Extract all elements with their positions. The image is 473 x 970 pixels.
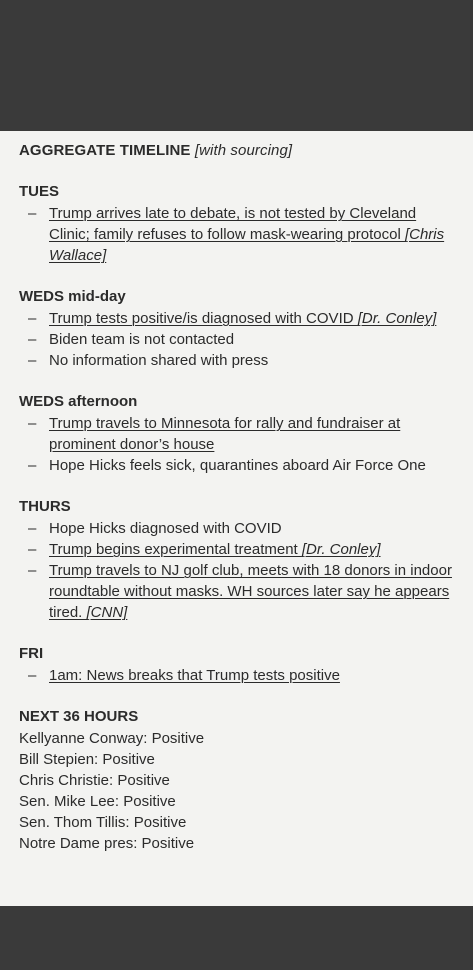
dash-bullet: –	[28, 457, 37, 474]
list-item	[19, 518, 459, 539]
item-text: Trump arrives late to debate, is not tested by Cleveland Clinic; family refuses to follow mask-wearing protocol [Chris Wallace]	[49, 205, 445, 264]
section-thurs	[19, 497, 459, 623]
dash-bullet: –	[28, 310, 37, 327]
list-item: Notre Dame pres: Positive	[19, 835, 195, 852]
document-title	[19, 141, 459, 161]
section-weds-afternoon	[19, 392, 459, 476]
list-item: Sen. Thom Tillis: Positive	[19, 814, 187, 831]
bullet-list	[19, 203, 459, 266]
item-text: Hope Hicks feels sick, quarantines aboard Air Force One	[49, 457, 426, 474]
bullet-list	[19, 413, 459, 476]
section-heading: WEDS mid-day	[19, 288, 126, 305]
dash-bullet: –	[28, 205, 37, 222]
item-text: Hope Hicks diagnosed with COVID	[49, 520, 282, 537]
dash-bullet: –	[28, 520, 37, 537]
list-item	[19, 665, 459, 686]
list-item: Sen. Mike Lee: Positive	[19, 793, 176, 810]
item-text: Trump begins experimental treatment [Dr. Conley]	[49, 541, 381, 558]
top-dark-band	[0, 0, 473, 131]
dash-bullet: –	[28, 415, 37, 432]
section-heading: NEXT 36 HOURS	[19, 708, 139, 725]
item-citation: [CNN]	[86, 604, 128, 621]
bottom-dark-band	[0, 906, 473, 970]
list-item	[19, 350, 459, 371]
list-item: Kellyanne Conway: Positive	[19, 730, 205, 747]
dash-bullet: –	[28, 541, 37, 558]
list-item	[19, 560, 459, 623]
title-main: AGGREGATE TIMELINE	[19, 142, 191, 159]
section-tues	[19, 182, 459, 266]
list-item	[19, 455, 459, 476]
section-heading: WEDS afternoon	[19, 393, 138, 410]
item-text: Biden team is not contacted	[49, 331, 235, 348]
item-text: Trump tests positive/is diagnosed with COVID [Dr. Conley]	[49, 310, 437, 327]
positive-list	[19, 728, 459, 854]
dash-bullet: –	[28, 331, 37, 348]
list-item	[19, 203, 459, 266]
section-weds-midday	[19, 287, 459, 371]
note-page	[0, 131, 473, 906]
section-fri	[19, 644, 459, 686]
title-source: [with sourcing]	[194, 142, 293, 159]
item-citation: [Dr. Conley]	[357, 310, 437, 327]
item-text: No information shared with press	[49, 352, 269, 369]
item-text: Trump travels to NJ golf club, meets with 18 donors in indoor roundtable without masks. WH sources later say he appears tired. [CNN]	[49, 562, 452, 621]
item-text: 1am: News breaks that Trump tests positive	[49, 667, 340, 684]
bullet-list	[19, 518, 459, 623]
dash-bullet: –	[28, 667, 37, 684]
bullet-list	[19, 665, 459, 686]
bullet-list	[19, 308, 459, 371]
item-citation: [Dr. Conley]	[301, 541, 381, 558]
section-heading: FRI	[19, 645, 44, 662]
dash-bullet: –	[28, 562, 37, 579]
section-heading: TUES	[19, 183, 60, 200]
list-item: Chris Christie: Positive	[19, 772, 170, 789]
list-item	[19, 308, 459, 329]
list-item	[19, 539, 459, 560]
list-item: Bill Stepien: Positive	[19, 751, 155, 768]
dash-bullet: –	[28, 352, 37, 369]
list-item	[19, 413, 459, 455]
section-next-36-hours	[19, 707, 459, 854]
note-content	[19, 141, 459, 854]
item-text: Trump travels to Minnesota for rally and fundraiser at prominent donor’s house	[49, 415, 401, 453]
list-item	[19, 329, 459, 350]
item-citation: [Chris Wallace]	[49, 226, 445, 264]
section-heading: THURS	[19, 498, 71, 515]
